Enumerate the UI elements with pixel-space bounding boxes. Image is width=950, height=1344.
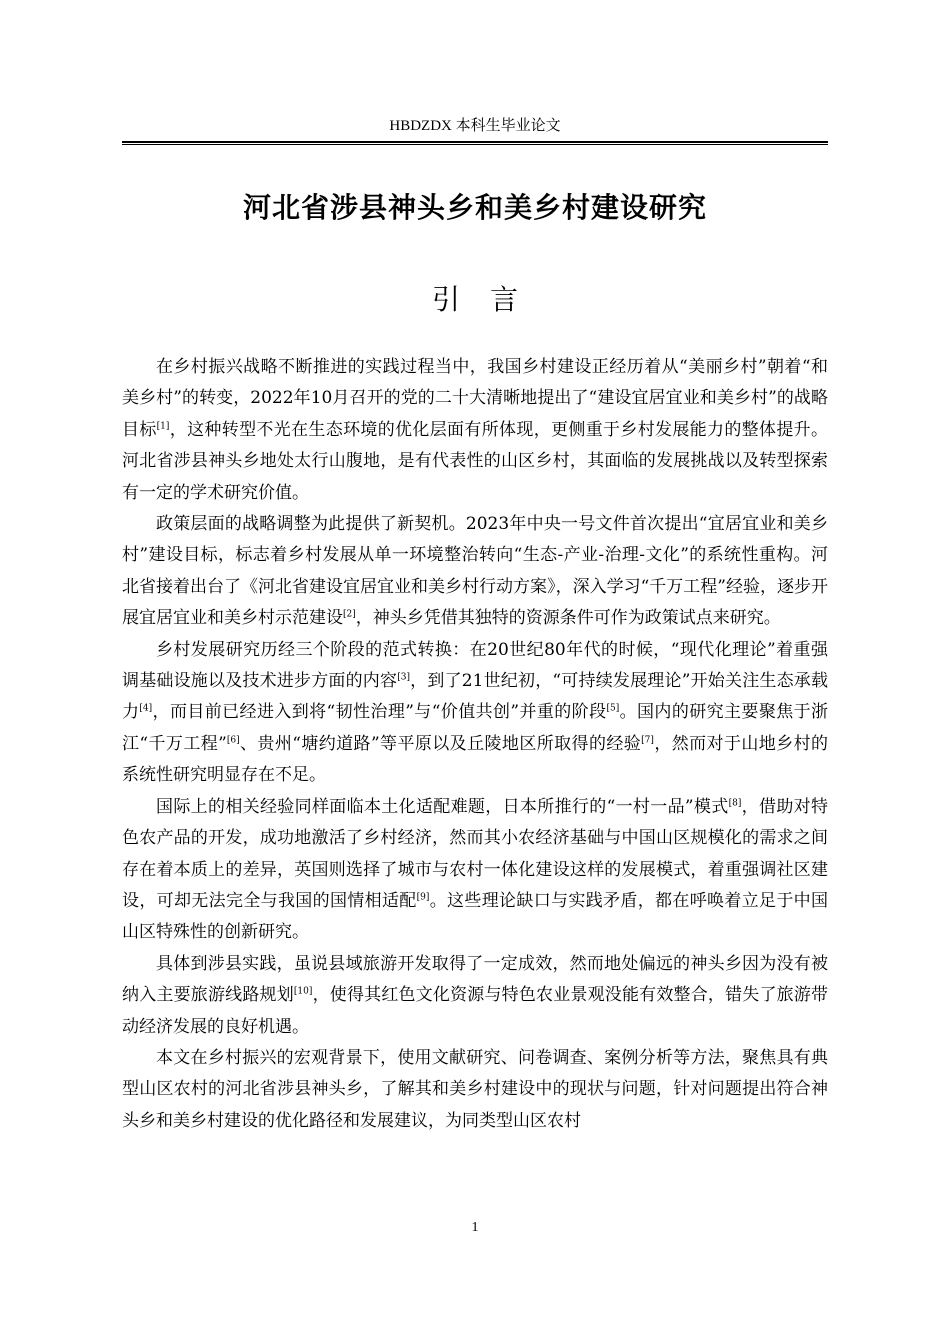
citation-ref: [6]: [226, 735, 240, 746]
paragraph-text: 乡村发展研究历经三个阶段的范式转换：在20世纪80年代的时候，“现代化理论”着重强调基础设施以及技术进步方面的内容: [122, 639, 828, 692]
paragraph-text: 具体到涉县实践，虽说县域旅游开发取得了一定成效，然而地处偏远的神头乡因为没有被纳入主要旅游线路规划: [122, 953, 828, 1006]
citation-ref: [3]: [397, 672, 410, 683]
page-number: 1: [471, 1220, 479, 1235]
body-text: [122, 352, 828, 1137]
paragraph-text: ，到了21世纪初，“可持续发展理论”开始关注生态承载力: [122, 671, 829, 723]
paragraph-text: ，然而对于山地乡村的系统性研究明显存在不足。: [122, 733, 828, 786]
paragraph-text: ，神头乡凭借其独特的资源条件可作为政策试点来研究。: [355, 608, 781, 629]
citation-ref: [7]: [641, 735, 654, 746]
section-heading: 引言: [431, 283, 548, 316]
document-title: 河北省涉县神头乡和美乡村建设研究: [242, 191, 707, 224]
paragraph-5: [122, 949, 828, 1043]
paragraph-3: [122, 635, 828, 792]
citation-ref: [4]: [139, 703, 153, 714]
citation-ref: [8]: [728, 798, 742, 809]
paragraph-text: ，而目前已经进入到将“韧性治理”与“价值共创”并重的阶段: [152, 702, 607, 723]
header-divider: [122, 141, 828, 145]
citation-ref: [9]: [416, 892, 430, 903]
paragraph-text: 本文在乡村振兴的宏观背景下，使用文献研究、问卷调查、案例分析等方法，聚焦具有典型山区农村的河北省涉县神头乡，了解其和美乡村建设中的现状与问题，针对问题提出符合神头乡和美乡村建设的优化路径和发展建议，为同类型山区农村: [122, 1047, 828, 1131]
paragraph-text: 。这些理论缺口与实践矛盾，都在呼唤着立足于中国山区特殊性的创新研究。: [122, 890, 829, 943]
running-header: HBDZDX 本科生毕业论文: [389, 118, 561, 134]
paragraph-4: [122, 792, 828, 949]
paragraph-6: [122, 1043, 828, 1137]
paragraph-text: 在乡村振兴战略不断推进的实践过程当中，我国乡村建设正经历着从“美丽乡村”朝着“和美乡村”的转变，2022年10月召开的党的二十大清晰地提出了“建设宜居宜业和美乡村”的战略目标: [122, 357, 828, 440]
citation-ref: [10]: [293, 986, 313, 997]
paragraph-text: 。国内的研究主要聚焦于浙江“千万工程”: [122, 702, 829, 754]
citation-ref: [1]: [156, 421, 170, 432]
citation-ref: [5]: [606, 703, 620, 714]
citation-ref: [2]: [343, 609, 356, 620]
paragraph-2: [122, 509, 828, 635]
paragraph-text: ，这种转型不光在生态环境的优化层面有所体现，更侧重于乡村发展能力的整体提升。河北省涉县神头乡地处太行山腹地，是有代表性的山区乡村，其面临的发展挑战以及转型探索有一定的学术研究价值。: [122, 419, 829, 503]
paragraph-1: [122, 352, 828, 509]
paragraph-text: ，借助对特色农产品的开发，成功地激活了乡村经济，然而其小农经济基础与中国山区规模化的需求之间存在着本质上的差异，英国则选择了城市与农村一体化建设这样的发展模式，着重强调社区建设，可却无法完全与我国的国情相适配: [122, 796, 828, 911]
paragraph-text: 、贵州“塘约道路”等平原以及丘陵地区所取得的经验: [239, 733, 642, 754]
paragraph-text: ，使得其红色文化资源与特色农业景观没能有效整合，错失了旅游带动经济发展的良好机遇。: [122, 985, 829, 1037]
paragraph-text: 政策层面的战略调整为此提供了新契机。2023年中央一号文件首次提出“宜居宜业和美乡村”建设目标，标志着乡村发展从单一环境整治转向“生态-产业-治理-文化”的系统性重构。河北省接着出台了《河北省建设宜居宜业和美乡村行动方案》，深入学习“千万工程”经验，逐步开展宜居宜业和美乡村示范建设: [122, 514, 828, 629]
paragraph-text: 国际上的相关经验同样面临本土化适配难题，日本所推行的“一村一品”模式: [156, 796, 729, 817]
